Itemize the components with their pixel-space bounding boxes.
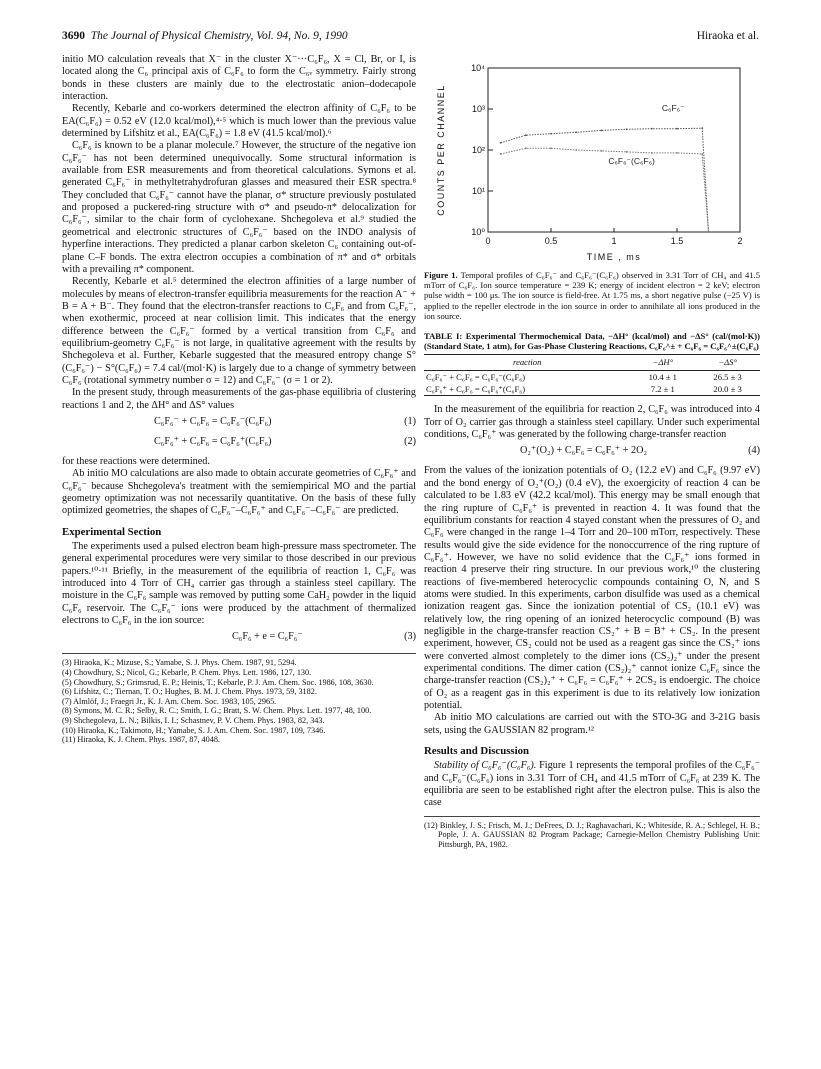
data-point bbox=[626, 151, 628, 153]
paragraph: for these reactions were determined. bbox=[62, 455, 210, 467]
data-point bbox=[676, 152, 678, 154]
paragraph: The experiments used a pulsed electron beam high-pressure mass spectrometer. The general experimental procedures were very similar to those described in our previous papers.¹⁰·¹¹ Briefly, in the measurement of the equilibria of reaction 1, C₆F₆ was introduced into 4 Torr of CH₄ carrier gas through a stainless steel capillary. The moisture in the C₆F₆ sample was removed by putting some CaH₂ powder in the liquid C₆F₆ reservoir. The C₆F₆⁻ ions were produced by the attachment of thermalized electrons to C₆F₆ in the ion source: bbox=[62, 541, 416, 627]
y-axis-label: COUNTS PER CHANNEL bbox=[436, 84, 446, 216]
data-point bbox=[601, 130, 603, 132]
data-point bbox=[500, 142, 502, 144]
table-title: TABLE I: Experimental Thermochemical Data, −ΔH° (kcal/mol) and −ΔS° (cal/(mol·K)) (Standard State, 1 atm), for Gas-Phase Clustering Reactions, C₆F₆^± + C₆F₆ = C₆F₆^±(C₆F₆) bbox=[424, 331, 760, 352]
x-tick-label: 2 bbox=[737, 236, 743, 246]
data-point bbox=[708, 231, 710, 233]
equation-number: (3) bbox=[404, 631, 416, 643]
table-row bbox=[424, 370, 760, 383]
table-cell: C₆F₆⁺ + C₆F₆ = C₆F₆⁺(C₆F₆) bbox=[424, 383, 630, 396]
reference-item: (5) Chowdhury, S.; Grimsrud, E. P.; Heinis, T.; Kebarle, P. J. Am. Chem. Soc. 1986, 108, 3630. bbox=[62, 677, 374, 687]
reference-item: (8) Symons, M. C. R.; Selby, R. C.; Smith, I. G.; Bratt, S. W. Chem. Phys. Lett. 1977, 48, 100. bbox=[62, 706, 372, 716]
reference-item: (6) Lifshitz, C.; Tiernan, T. O.; Hughes, B. M. J. Chem. Phys. 1973, 59, 3182. bbox=[62, 687, 317, 697]
reference-item: (10) Hiraoka, K.; Takimoto, H.; Yamabe, S. J. Am. Chem. Soc. 1987, 109, 7346. bbox=[62, 725, 326, 735]
y-tick-label: 10³ bbox=[471, 104, 485, 114]
data-point bbox=[701, 127, 703, 129]
x-axis-label: TIME , ms bbox=[586, 252, 642, 262]
paragraph: C₆F₆ is known to be a planar molecule.⁷ However, the structure of the negative ion C₆F₆⁻ has not been determined unequivocally. Some structural information is available from ESR measurements and from theoretical calculations. Symons et al. generated C₆F₆⁻ in methyltetrahydrofuran glasses and measured their ESR spectra.⁸ They concluded that C₆F₆⁻ cannot have the planar, σ* structure previously postulated and proposed a puckered-ring structure with σ* and pseudo-π* delocalization for C₆F₆⁻, similar to the chair form of cyclohexane. Shchegoleva et al.⁹ studied the geometrical and electronic structures of C₆F₆⁻ based on the INDO analysis of hyperfine interactions. They predicted a planar carbon skeleton C₆ containing out-of-plane C–F bonds. The extra electron occupies a combination of π* and σ* orbitals with a prevailing π* component. bbox=[62, 140, 416, 275]
table-cell: 26.5 ± 3 bbox=[713, 371, 742, 382]
paragraph bbox=[424, 760, 760, 809]
left-column bbox=[62, 54, 416, 745]
data-point bbox=[550, 147, 552, 149]
series-label-lower: C₆F₆⁻(C₆F₆) bbox=[608, 156, 655, 167]
data-point bbox=[500, 153, 502, 155]
right-column bbox=[424, 54, 760, 850]
series-line bbox=[501, 148, 709, 232]
reference-item: (9) Shchegoleva, L. N.; Bilkis, I. I.; Schastnev, P. V. Chem. Phys. 1983, 82, 343. bbox=[62, 716, 325, 725]
paragraph: In the present study, through measurements of the gas-phase equilibria of clustering reactions 1 and 2, the ΔH° and ΔS° values bbox=[62, 387, 416, 411]
table-header-row bbox=[424, 355, 760, 370]
equation-text: C₆F₆ + e = C₆F₆⁻ bbox=[232, 631, 303, 643]
equation-number: (4) bbox=[748, 445, 760, 457]
reference-item: (11) Hiraoka, K. J. Chem. Phys. 1987, 87, 4048. bbox=[62, 735, 220, 745]
series-label-upper: C₆F₆⁻ bbox=[661, 102, 685, 113]
section-heading-results: Results and Discussion bbox=[424, 745, 530, 758]
reference-item: (3) Hiraoka, K.; Mizuse, S.; Yamabe, S. J. Phys. Chem. 1987, 91, 5294. bbox=[62, 658, 297, 668]
data-point bbox=[701, 153, 703, 155]
equation-text: C₆F₆⁻ + C₆F₆ = C₆F₆⁻(C₆F₆) bbox=[154, 415, 272, 427]
table-header: reaction bbox=[424, 355, 630, 370]
data-point bbox=[575, 149, 577, 151]
paragraph: In the measurement of the equilibria for reaction 2, C₆F₆ was introduced into 4 Torr of O₂ carrier gas through a stainless steel capillary. Under such experimental conditions, C₆F₆⁺ was generated by the following charge-transfer reaction bbox=[424, 404, 760, 441]
figure-label: Figure 1. bbox=[424, 270, 458, 280]
data-point bbox=[575, 131, 577, 133]
caption-text: Temporal profiles of C₆F₆⁻ and C₆F₆⁻(C₆F₆) observed in 3.31 Torr of CH₄ and 41.5 mTorr of C₆F₆. Ion source temperature = 239 K; energy of incident electron = 2 keV; electron pulse width = 100 μs. The ion source is field-free. At 1.75 ms, a short negative pulse (−25 V) is applied to the repeller electrode in the ion source in order to annihilate all ions produced in the ion source. bbox=[424, 270, 760, 321]
y-tick-label: 10² bbox=[471, 145, 485, 155]
paragraph-text: Figure 1 represents the temporal profiles of the C₆F₆⁻ and C₆F₆⁻(C₆F₆) ions in 3.31 Torr of CH₄ and 41.5 mTorr of C₆F₆ at 239 K. The equilibria are seen to be established right after the electron pulse. This is also the case bbox=[424, 760, 761, 809]
x-tick-label: 0 bbox=[485, 236, 491, 246]
table-cell: 20.0 ± 3 bbox=[695, 383, 760, 396]
figure-1 bbox=[424, 54, 760, 266]
reference-item: (7) Almlöf, J.; Fraegri Jr., K. J. Am. Chem. Soc. 1983, 105, 2965. bbox=[62, 696, 277, 706]
thermo-table bbox=[424, 354, 760, 396]
data-point bbox=[550, 133, 552, 135]
reference-item: (4) Chowdhury, S.; Nicol, G.; Kebarle, P. Chem. Phys. Lett. 1986, 127, 130. bbox=[62, 668, 312, 678]
x-tick-label: 0.5 bbox=[544, 236, 558, 246]
paragraph: Ab initio MO calculations are also made to obtain accurate geometries of C₆F₆⁺ and C₆F₆⁻ because Shchegoleva's treatment with the semiempirical MO and the partial geometry optimization was not necessarily quantitative. On the basis of these fully optimized geometries, the shapes of C₆F₆⁻–C₆F₆⁺ and C₆F₆⁻–C₆F₆⁻ are predicted. bbox=[62, 468, 416, 517]
section-heading-experimental: Experimental Section bbox=[62, 525, 162, 538]
references-left bbox=[62, 653, 416, 744]
paragraph: Recently, Kebarle et al.⁵ determined the electron affinities of a large number of molecules by means of electron-transfer equilibria measurements for the reaction A⁻ + B = A + B⁻. They found that the electron-transfer reactions to C₆F₆ and from C₆F₆⁻, when exothermic, proceed at near collision limit. This indicates that the energy difference between the C₆F₆⁻ formed by a vertical transition from C₆F₆ and equilibrium-geometry C₆F₆⁻ is not large, in qualitative agreement with the results by Shchegoleva et al. Further, Kebarle suggested that the measured entropy change S°(C₆F₆⁻) − S°(C₆F₆) = 7.4 cal/(mol·K) is largely due to a change of symmetry between C₆F₆ (rotational symmetry number σ = 12) and C₆F₆⁻ (σ = 1 or 2). bbox=[62, 276, 416, 386]
equation-number: (1) bbox=[404, 415, 416, 427]
figure-caption bbox=[424, 270, 760, 321]
table-header: −ΔH° bbox=[630, 355, 695, 370]
data-point bbox=[651, 128, 653, 130]
y-tick-label: 10¹ bbox=[471, 186, 485, 196]
equation-2 bbox=[62, 436, 416, 452]
x-tick-label: 1 bbox=[611, 236, 617, 246]
y-tick-label: 10⁰ bbox=[471, 227, 485, 237]
data-point bbox=[601, 150, 603, 152]
paragraph: Recently, Kebarle and co-workers determined the electron affinity of C₆F₆ to be EA(C₆F₆) = 0.52 eV (12.0 kcal/mol),⁴·⁵ which is much lower than the previous value determined by Lifshitz et al., EA(C₆F₆) = 1.8 eV (41.5 kcal/mol).⁶ bbox=[62, 103, 416, 140]
equation-1 bbox=[62, 416, 416, 432]
plot-frame bbox=[488, 68, 740, 232]
page-number: 3690 bbox=[62, 30, 85, 42]
paragraph: Ab initio MO calculations are carried out with the STO-3G and 3-21G basis sets, using the GAUSSIAN 82 program.¹² bbox=[424, 712, 760, 736]
data-point bbox=[676, 128, 678, 130]
equation-number: (2) bbox=[404, 435, 416, 447]
header-left bbox=[62, 30, 348, 42]
table-cell: 10.4 ± 1 bbox=[648, 371, 677, 382]
reference-item: (12) Binkley, J. S.; Frisch, M. J.; DeFrees, D. J.; Raghavachari, K.; Whiteside, R. A.; Schlegel, H. B.; Pople, J. A. GAUSSIAN 82 Program Package; Carnegie-Mellon Chemistry Publishing Unit: Pittsburgh, PA, 1982. bbox=[424, 820, 760, 849]
temporal-profile-chart bbox=[424, 54, 760, 266]
x-tick-label: 1.5 bbox=[670, 236, 684, 246]
table-row bbox=[424, 383, 760, 396]
y-tick-label: 10⁴ bbox=[471, 63, 485, 73]
series-line bbox=[501, 128, 709, 232]
paragraph: From the values of the ionization potentials of O₂ (12.2 eV) and C₆F₆ (9.97 eV) and the bond energy of O₂⁺(O₂) (0.4 eV), the exoergicity of reaction 4 can be calculated to be 1.83 eV (42.2 kcal/mol). This energy may be small enough that the ring rupture of C₆F₆⁺ is prevented in reaction 4. It was found that the equilibrium constants for reaction 4 stayed constant when the pressures of O₂ and C₆F₆ were changed in the range 1–4 Torr and 20–100 mTorr, respectively. These results would give the side evidence for the nonoccurrence of the ring rupture of C₆F₆⁺. However, we have no solid evidence that the C₆F₆⁺ ions formed in reaction 4 preserve their ring structure. In our previous work,¹⁰ the clustering reactions of five-membered heterocyclic compounds containing O, N, and S atoms were studied. In this experiments, carbon disulfide was used as a chemical ionization reagent gas. Since the ionization potential of CS₂ (10.1 eV) was relatively low, the ring opening of an ionized heterocyclic compound (B) was negligible in the charge-transfer reaction CS₂⁺ + B = B⁺ + CS₂. In the present experiment, however, CS₂ could not be used as a reagent gas since the CS₂⁺ ions were converted almost completely to the dimer ions (CS₂)₂⁺ under the present experimental conditions. The dimer cation (CS₂)₂⁺ cannot ionize C₆F₆ since the charge-transfer reaction (CS₂)₂⁺ + C₆F₆ = C₆F₆⁺ + 2CS₂ is endoergic. The choice of O₂ as a reagent gas in this experiment is due to its relatively low ionization potential. bbox=[424, 465, 760, 712]
paragraph: initio MO calculation reveals that X⁻ in the cluster X⁻···C₆F₆, X = Cl, Br, or I, is located along the C₆ principal axis of C₆F₆ to form the C₆ᵥ symmetry. Fairly strong bonds in these clusters are mainly due to the electrostatic anion–dodecapole interaction. bbox=[62, 54, 416, 103]
table-header: −ΔS° bbox=[695, 355, 760, 370]
data-point bbox=[525, 134, 527, 136]
journal-citation: The Journal of Physical Chemistry, Vol. 94, No. 9, 1990 bbox=[90, 30, 348, 42]
running-header bbox=[62, 30, 759, 46]
equation-text: C₆F₆⁺ + C₆F₆ = C₆F₆⁺(C₆F₆) bbox=[154, 435, 272, 447]
header-author: Hiraoka et al. bbox=[696, 30, 759, 42]
data-point bbox=[525, 147, 527, 149]
equation-text: O₂⁺(O₂) + C₆F₆ = C₆F₆⁺ + 2O₂ bbox=[520, 445, 648, 457]
references-right bbox=[424, 816, 760, 850]
equation-3 bbox=[62, 631, 416, 647]
table-cell: 7.2 ± 1 bbox=[630, 383, 695, 396]
subsection-lead: Stability of C₆F₆⁻(C₆F₆). bbox=[434, 760, 537, 772]
table-cell: C₆F₆⁻ + C₆F₆ = C₆F₆⁻(C₆F₆) bbox=[426, 371, 526, 382]
data-point bbox=[626, 128, 628, 130]
data-point bbox=[651, 152, 653, 154]
equation-4 bbox=[424, 445, 760, 461]
